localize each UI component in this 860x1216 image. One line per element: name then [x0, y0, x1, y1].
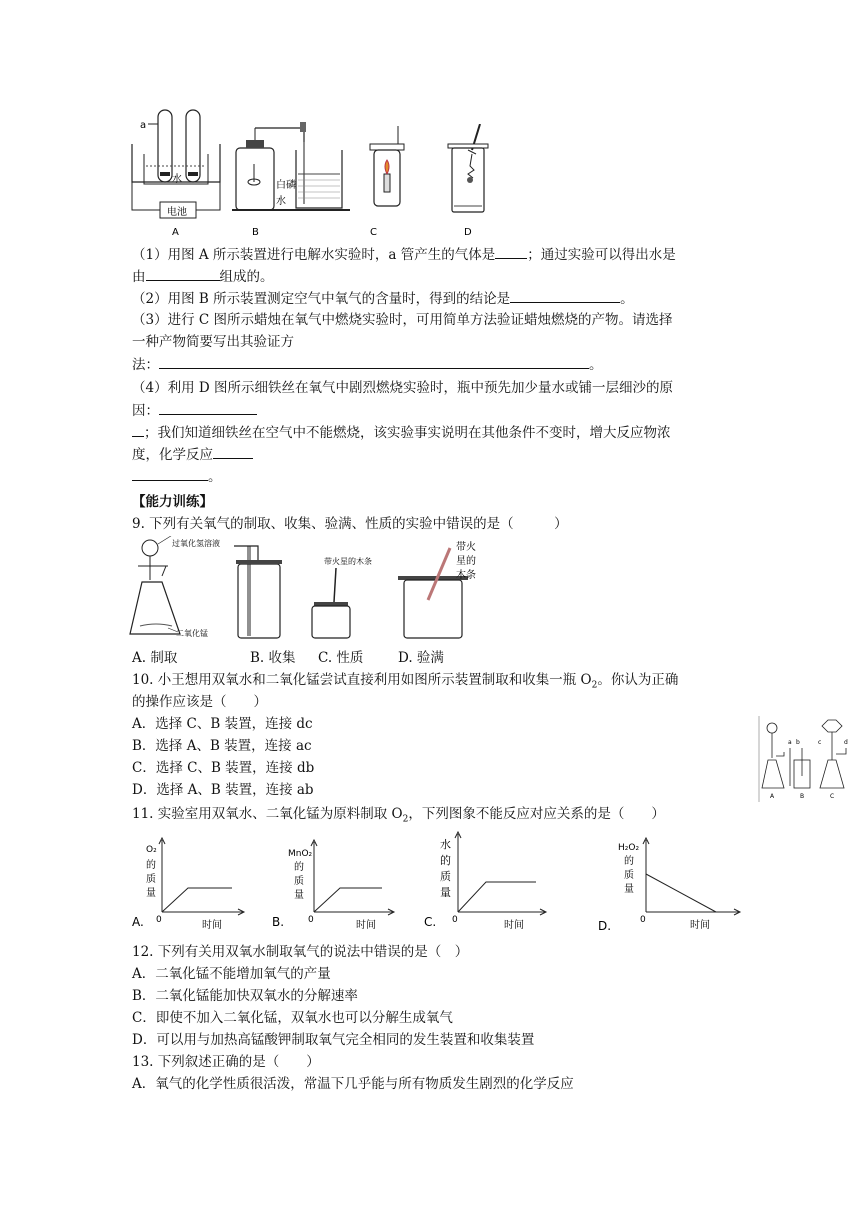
q12-option-c[interactable]: C．即使不加入二氧化锰，双氧水也可以分解生成氧气: [132, 1010, 453, 1026]
label-splint-d-3: 木条: [456, 570, 476, 581]
q11-graph-d-y1: H₂O₂: [618, 843, 640, 853]
q10-fig-label-A: A: [770, 793, 775, 800]
q13-stem: 13. 下列叙述正确的是（ ）: [132, 1054, 320, 1070]
label-h2o2-solution: 过氧化氢溶液: [172, 539, 220, 548]
q8-part3-line2: [132, 332, 294, 352]
q11-graph-a: [132, 836, 250, 936]
figure-apparatus-b: [232, 104, 352, 236]
q8-part1-text-c: 由: [132, 269, 146, 285]
q8-part4-line2: [132, 400, 257, 421]
label-battery: 电池: [167, 207, 187, 218]
q8-part4-line4: [132, 444, 253, 465]
q11-graph-b-y4: 量: [294, 890, 304, 901]
q8-part2-text-b: 。: [620, 291, 634, 307]
label-water-a: 水: [172, 174, 182, 185]
q11-graph-d-zero: 0: [640, 915, 646, 925]
caption-a: A: [172, 227, 179, 236]
q8-part4-text-c: ；我们知道细铁丝在空气中不能燃烧，该实验事实说明在其他条件不变时，增大反应物浓: [144, 425, 671, 441]
label-glowing-splint: 带火星的木条: [324, 557, 372, 566]
q8-part1-line1: [132, 244, 676, 265]
q8-part4-text-e: 。: [208, 469, 222, 485]
q10-option-b[interactable]: B．选择 A、B 装置，连接 ac: [132, 738, 312, 754]
q11-graph-d-y4: 量: [624, 884, 634, 895]
q9-option-c[interactable]: C. 性质: [318, 650, 364, 666]
q11-graph-a-y1: O₂: [146, 845, 157, 855]
q11-graph-b-y1: MnO₂: [288, 849, 313, 859]
q10-fig-label-B: B: [800, 793, 805, 800]
caption-c: C: [370, 227, 377, 236]
section-heading: 【能力训练】: [132, 494, 213, 510]
q10-option-a[interactable]: A．选择 C、B 装置，连接 dc: [132, 716, 313, 732]
q11-graph-d-letter: D.: [598, 919, 612, 933]
q8-part4-line1: [132, 378, 673, 398]
q11-graph-a-letter: A.: [132, 915, 144, 929]
q11-graph-c-y1: 水: [440, 838, 451, 851]
q8-part4-line3: [132, 422, 671, 443]
q8-part4-text-d: 度，化学反应: [132, 447, 213, 463]
q8-part4-text-b: 因：: [132, 403, 159, 419]
q8-part3-text-c: 法：: [132, 357, 159, 373]
q9-option-a[interactable]: A. 制取: [132, 650, 178, 666]
q11-graph-b-zero: 0: [308, 915, 314, 925]
q11-graph-a-y2: 的: [146, 860, 156, 871]
q9-figures: [128, 536, 498, 642]
q8-part2: [132, 288, 634, 309]
q8-part2-text-a: （2）用图 B 所示装置测定空气中氧气的含量时，得到的结论是: [132, 291, 511, 307]
q10-stem-line2: 的操作应该是（ ）: [132, 694, 267, 710]
q8-blank-5[interactable]: [159, 400, 257, 415]
q11-graph-a-y4: 量: [146, 888, 156, 899]
q11-graph-a-zero: 0: [156, 915, 162, 925]
q9-option-d[interactable]: D. 验满: [398, 650, 444, 666]
label-splint-d-1: 带火: [456, 542, 476, 553]
q11-graph-a-x: 时间: [202, 920, 222, 931]
q8-blank-6b[interactable]: [132, 466, 208, 481]
q8-part4-line5: [132, 466, 222, 487]
q13-option-a[interactable]: A．氧气的化学性质很活泼，常温下几乎能与所有物质发生剧烈的化学反应: [132, 1076, 574, 1092]
q8-part1-text-b: ；通过实验可以得出水是: [527, 247, 676, 263]
caption-b: B: [252, 227, 259, 236]
q11-graph-b-x: 时间: [356, 920, 376, 931]
q8-blank-5b[interactable]: [132, 422, 144, 437]
q12-option-b[interactable]: B．二氧化锰能加快双氧水的分解速率: [132, 988, 358, 1004]
q8-part4-text-a: （4）利用 D 图所示细铁丝在氧气中剧烈燃烧实验时，瓶中预先加少量水或铺一层细沙的原: [132, 380, 673, 396]
q11-graph-c-y4: 量: [440, 886, 451, 899]
q12-option-d[interactable]: D．可以用与加热高锰酸钾制取氧气完全相同的发生装置和收集装置: [132, 1032, 535, 1048]
q11-graph-b: [272, 836, 398, 936]
q9-stem: 9. 下列有关氧气的制取、收集、验满、性质的实验中错误的是（ ）: [132, 516, 568, 532]
q8-part3-line1: [132, 310, 673, 330]
q11-stem-b: ，下列图象不能反应对应关系的是（ ）: [408, 806, 665, 822]
label-water-b: 水: [276, 196, 286, 207]
q8-blank-3[interactable]: [510, 288, 620, 303]
q10-fig-label-b: b: [796, 739, 800, 746]
q10-fig-label-C: C: [830, 793, 835, 800]
q10-fig-label-a: a: [788, 739, 792, 746]
q8-blank-6[interactable]: [213, 444, 253, 459]
q9-options: [132, 648, 444, 668]
q10-stem-b: 。你认为正确: [597, 672, 679, 688]
q11-graph-a-y3: 质: [146, 874, 156, 885]
q11-graph-d: [598, 836, 748, 936]
q8-part3-line3: [132, 354, 603, 375]
q11-stem-sub: 2: [402, 814, 409, 825]
figure-apparatus-c: [366, 126, 410, 236]
q11-graph-c-y3: 质: [440, 870, 451, 883]
q10-option-c[interactable]: C．选择 C、B 装置，连接 db: [132, 760, 315, 776]
q12-option-a[interactable]: A．二氧化锰不能增加氧气的产量: [132, 966, 331, 982]
q10-stem-a: 10. 小王想用双氧水和二氧化锰尝试直接利用如图所示装置制取和收集一瓶 O: [132, 672, 592, 688]
q11-graph-c-zero: 0: [452, 915, 458, 925]
q12-stem: 12. 下列有关用双氧水制取氧气的说法中错误的是（ ）: [132, 944, 469, 960]
q11-graph-c-x: 时间: [504, 920, 524, 931]
q10-option-d[interactable]: D．选择 A、B 装置，连接 ab: [132, 782, 314, 798]
q11-graph-d-x: 时间: [690, 920, 710, 931]
q11-graph-c: [424, 830, 550, 936]
label-a: a: [140, 120, 147, 131]
q8-part1-text-d: 组成的。: [219, 269, 274, 285]
q8-part1-text-a: （1）用图 A 所示装置进行电解水实验时，a 管产生的气体是: [132, 247, 496, 263]
q8-part1-line2: [132, 266, 274, 287]
q11-graph-d-y2: 的: [624, 856, 634, 867]
q8-blank-2[interactable]: [146, 266, 220, 281]
q8-blank-1[interactable]: [495, 244, 527, 259]
q8-part3-text-b: 一种产物简要写出其验证方: [132, 334, 294, 350]
q10-figure: [758, 716, 850, 802]
q11-graph-b-letter: B.: [272, 915, 285, 929]
q9-option-b[interactable]: B. 收集: [250, 650, 296, 666]
q8-part3-text-d: 。: [589, 357, 603, 373]
q11-graph-b-y2: 的: [294, 862, 304, 873]
q11-stem-a: 11. 实验室用双氧水、二氧化锰为原料制取 O: [132, 806, 403, 822]
label-splint-d-2: 星的: [456, 556, 476, 567]
q11-graph-c-letter: C.: [424, 915, 437, 929]
q11-graph-b-y3: 质: [294, 876, 304, 887]
q10-fig-label-c: c: [818, 739, 822, 746]
q11-graph-c-y2: 的: [440, 854, 451, 867]
q10-stem-sub: 2: [591, 680, 598, 691]
label-mno2: 二氧化锰: [176, 629, 208, 638]
q11-graph-d-y3: 质: [624, 870, 634, 881]
caption-d: D: [464, 227, 472, 236]
q8-blank-4[interactable]: [159, 354, 589, 369]
q11-stem: [132, 804, 665, 830]
label-white-phosphorus: 白磷: [276, 180, 296, 191]
figure-apparatus-d: [446, 124, 492, 236]
q10-fig-label-d: d: [844, 739, 848, 746]
figure-apparatus-a: [120, 104, 230, 236]
q8-part3-text-a: （3）进行 C 图所示蜡烛在氧气中燃烧实验时，可用简单方法验证蜡烛燃烧的产物。请选择: [132, 312, 673, 328]
